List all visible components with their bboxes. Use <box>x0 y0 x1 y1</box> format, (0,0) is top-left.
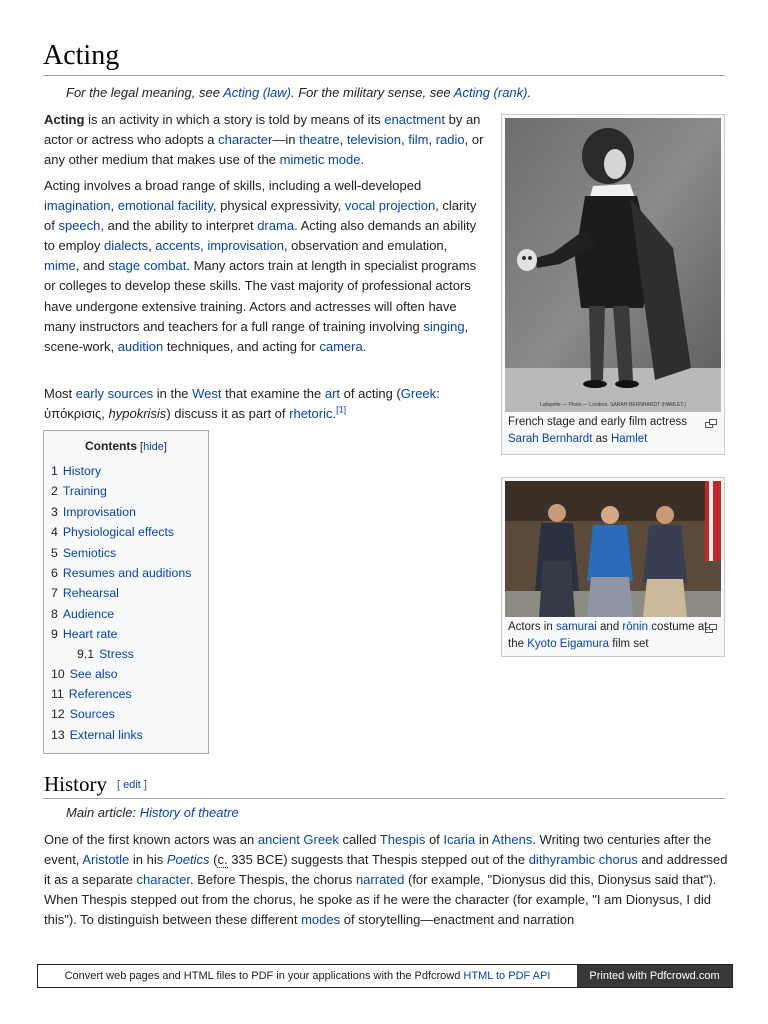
toc-link[interactable]: Audience <box>62 606 115 621</box>
theatre-link[interactable]: theatre <box>299 132 340 148</box>
text: , and <box>75 258 109 274</box>
text: of acting ( <box>340 386 401 401</box>
text: —in <box>272 132 300 148</box>
icaria-link[interactable]: Icaria <box>443 832 476 847</box>
text: , and the ability to interpret <box>100 218 258 234</box>
text: by an actor or actress who adopts a <box>44 112 481 148</box>
toc-link[interactable]: References <box>68 687 132 702</box>
athens-link[interactable]: Athens <box>491 832 533 847</box>
toc-item-external-links[interactable] <box>51 725 201 745</box>
toc-link[interactable]: Improvisation <box>62 504 136 519</box>
imagination-link[interactable]: imagination <box>44 198 111 214</box>
ancient-greek-link[interactable]: ancient Greek <box>257 832 339 847</box>
toc-number: 3 <box>51 504 58 519</box>
speech-link[interactable]: speech <box>58 218 101 234</box>
text: One of the first known actors was an <box>44 832 258 847</box>
text: ] <box>163 441 167 453</box>
toc-number: 13 <box>51 727 65 742</box>
text: , <box>148 238 156 254</box>
history-of-theatre-link[interactable]: History of theatre <box>139 805 239 820</box>
text: French stage and early film actress <box>508 416 687 428</box>
bernhardt-figure <box>501 114 725 455</box>
text: : <box>436 386 440 401</box>
text: is an activity in which a story is told by means of its <box>84 112 385 127</box>
acting-law-link[interactable]: Acting (law) <box>223 85 291 100</box>
toc-number: 11 <box>51 687 64 702</box>
toc-number: 12 <box>51 707 65 722</box>
toc-link[interactable]: Heart rate <box>62 627 118 642</box>
toc-item-see-also[interactable] <box>51 664 201 684</box>
greek-word: ὑπόκρισις <box>44 406 102 422</box>
pdfcrowd-footer <box>37 964 733 988</box>
table-of-contents <box>43 430 209 754</box>
sources-paragraph <box>44 384 486 424</box>
text: , <box>200 238 208 254</box>
aristotle-link[interactable]: Aristotle <box>82 852 130 868</box>
toc-number: 5 <box>51 545 58 560</box>
text: , observation and emulation, <box>283 238 448 254</box>
text: Actors in <box>508 621 556 633</box>
text: ) discuss it as part of <box>166 406 290 422</box>
magnify-icon[interactable] <box>705 622 717 631</box>
accents-link[interactable]: accents <box>155 238 201 254</box>
history-paragraph <box>44 830 728 930</box>
film-link[interactable]: film <box>408 132 429 148</box>
text: , scene-work, <box>44 318 469 354</box>
text: . Before Thespis, the chorus <box>189 872 356 888</box>
text: Most <box>44 386 76 401</box>
toc-link[interactable]: History <box>62 464 102 478</box>
acting-rank-link[interactable]: Acting (rank) <box>453 85 528 100</box>
toc-hide-link[interactable]: hide <box>143 441 164 453</box>
text: 335 BCE) suggests that Thespis stepped out of the <box>227 852 529 868</box>
page-title: Acting <box>43 40 120 71</box>
toc-number: 4 <box>51 525 58 540</box>
stage-combat-link[interactable]: stage combat <box>108 258 187 274</box>
greek-link[interactable]: Greek <box>400 386 437 401</box>
toc-item-sources[interactable] <box>51 704 201 724</box>
circa-abbr: c. <box>217 852 228 868</box>
text: [ <box>137 441 144 453</box>
camera-link[interactable]: camera <box>319 338 363 354</box>
text: . Acting also demands an ability to employ <box>44 218 477 254</box>
toc-link[interactable]: External links <box>69 727 143 742</box>
toc-item-physiological-effects[interactable] <box>51 522 201 542</box>
text: [ <box>117 779 124 791</box>
text: , <box>401 132 409 148</box>
toc-item-improvisation[interactable] <box>51 502 201 522</box>
toc-item-rehearsal[interactable] <box>51 583 201 603</box>
ronin-link[interactable]: rōnin <box>622 621 648 633</box>
text: and <box>596 621 623 633</box>
toc-link[interactable]: Physiological effects <box>62 525 175 540</box>
html-to-pdf-api-link[interactable]: HTML to PDF API <box>463 970 551 982</box>
text: . <box>360 152 365 168</box>
emotional-facility-link[interactable]: emotional facility <box>117 198 213 214</box>
toc-number: 7 <box>51 586 58 601</box>
toc-item-training[interactable] <box>51 481 201 501</box>
text: Convert web pages and HTML files to PDF in your applications with the Pdfcrowd <box>64 970 464 982</box>
enactment-link[interactable]: enactment <box>384 112 445 127</box>
text: as <box>592 433 611 445</box>
toc-item-audience[interactable] <box>51 604 201 624</box>
toc-title: Contents <box>85 439 137 453</box>
text: in the <box>153 386 193 401</box>
bernhardt-caption <box>505 412 721 448</box>
toc-number: 2 <box>51 484 58 499</box>
text: , or any other medium that makes use of the <box>44 132 484 168</box>
west-link[interactable]: West <box>192 386 222 401</box>
hatnote-text: . For the military sense, see <box>290 85 454 100</box>
poetics-link[interactable]: Poetics <box>166 852 210 868</box>
main-article-note <box>66 805 239 821</box>
text: . Many actors train at length in specialist programs or colleges to develop these skills. The vast majority of professional actors have undergone extensive training. Actors and actresses will often have many instructors and teachers for a full range of training involving <box>44 258 477 334</box>
toc-number: 9 <box>51 627 58 642</box>
rhetoric-link[interactable]: rhetoric <box>289 406 333 422</box>
text: in <box>475 832 492 847</box>
kyoto-eigamura-link[interactable]: Kyoto Eigamura <box>527 638 610 650</box>
text: , <box>428 132 436 148</box>
samurai-caption <box>505 617 721 653</box>
toc-item-semiotics[interactable] <box>51 543 201 563</box>
audition-link[interactable]: audition <box>117 338 164 354</box>
character-link[interactable]: character <box>136 872 190 888</box>
text: and addressed it as a separate <box>44 852 728 888</box>
toc-number: 8 <box>51 606 58 621</box>
footer-message <box>38 965 577 987</box>
early-sources-link[interactable]: early sources <box>75 386 154 401</box>
article-subject: Acting <box>44 112 85 127</box>
text: in his <box>129 852 167 868</box>
toc-link[interactable]: Sources <box>69 707 115 722</box>
text: , physical expressivity, <box>212 198 345 214</box>
text: ( <box>209 852 218 868</box>
samurai-photo[interactable] <box>505 481 721 617</box>
toc-list <box>51 461 201 745</box>
history-heading <box>44 772 147 797</box>
text: of storytelling—enactment and narration <box>340 912 575 928</box>
vocal-projection-link[interactable]: vocal projection <box>344 198 436 214</box>
text: that examine the <box>221 386 325 401</box>
text: . Writing two centuries after the event, <box>44 832 712 868</box>
text: called <box>338 832 380 847</box>
text: ] <box>140 779 147 791</box>
narrated-link[interactable]: narrated <box>355 872 405 888</box>
hatnote-text: For the legal meaning, see <box>66 85 224 100</box>
toc-link[interactable]: See also <box>69 666 118 681</box>
samurai-image <box>505 481 721 617</box>
bernhardt-image <box>505 118 721 412</box>
reference-1-link[interactable]: [1] <box>336 404 347 415</box>
text: (for example, "Dionysus did this, Dionysus said that"). When Thespis stepped out from the chorus, he spoke as if he were the character (for example, "I am Dionysus, I did this"). To distinguish between these different <box>44 872 717 928</box>
modes-link[interactable]: modes <box>301 912 341 928</box>
dialects-link[interactable]: dialects <box>103 238 149 254</box>
toc-item-references[interactable] <box>51 684 201 704</box>
toc-number: 1 <box>51 464 58 478</box>
title-divider <box>43 75 725 76</box>
toc-item-stress[interactable] <box>51 645 201 664</box>
toc-number: 10 <box>51 666 65 681</box>
toc-link[interactable]: Stress <box>99 646 134 661</box>
toc-link[interactable]: Semiotics <box>62 545 117 560</box>
hamlet-link[interactable]: Hamlet <box>610 433 648 445</box>
bernhardt-photo[interactable] <box>505 118 721 412</box>
text: film set <box>609 638 649 650</box>
printed-with-badge[interactable]: Printed with Pdfcrowd.com <box>577 965 732 987</box>
art-link[interactable]: art <box>324 386 341 401</box>
drama-link[interactable]: drama <box>257 218 295 234</box>
toc-link[interactable]: Resumes and auditions <box>62 566 192 581</box>
toc-item-heart-rate[interactable] <box>51 624 201 644</box>
toc-item-history[interactable] <box>51 461 201 481</box>
text: Acting involves a broad range of skills, including a well-developed <box>44 178 422 193</box>
samurai-figure <box>501 477 725 657</box>
photo-credit-text: Lafayette — Photo — Londres. SARAH-BERNHARDT (HAMLET.) <box>540 402 686 408</box>
hatnote-text: . <box>527 85 532 100</box>
section-title: History <box>44 772 107 796</box>
dithyrambic-chorus-link[interactable]: dithyrambic chorus <box>528 852 638 868</box>
television-link[interactable]: television <box>346 132 402 148</box>
text: Main article: <box>66 805 140 820</box>
sarah-bernhardt-link[interactable]: Sarah Bernhardt <box>508 433 593 445</box>
text: , <box>110 198 118 214</box>
toc-item-resumes[interactable] <box>51 563 201 583</box>
toc-link[interactable]: Training <box>62 484 107 499</box>
edit-section <box>117 779 147 791</box>
skills-paragraph <box>44 176 486 357</box>
toc-number: 9.1 <box>77 646 95 661</box>
toc-heading <box>51 439 201 453</box>
text: . <box>332 406 337 422</box>
section-divider <box>43 798 725 799</box>
samurai-link[interactable]: samurai <box>555 621 597 633</box>
toc-link[interactable]: Rehearsal <box>62 586 119 601</box>
mime-link[interactable]: mime <box>44 258 76 274</box>
transliteration: hypokrisis <box>108 406 167 422</box>
character-link[interactable]: character <box>218 132 273 148</box>
text: , <box>339 132 347 148</box>
magnify-icon[interactable] <box>705 417 717 426</box>
text: of <box>425 832 444 847</box>
radio-link[interactable]: radio <box>435 132 465 148</box>
intro-paragraph <box>44 110 486 170</box>
mimetic-mode-link[interactable]: mimetic mode <box>279 152 361 168</box>
thespis-link[interactable]: Thespis <box>379 832 426 847</box>
text: , clarity of <box>44 198 477 234</box>
toc-number: 6 <box>51 566 58 581</box>
hatnote <box>66 85 531 101</box>
text: costume at the <box>508 621 708 650</box>
text: . <box>362 338 367 354</box>
text: techniques, and acting for <box>163 338 320 354</box>
improvisation-link[interactable]: improvisation <box>207 238 284 254</box>
text: , <box>101 406 109 422</box>
edit-link[interactable]: edit <box>123 779 141 791</box>
singing-link[interactable]: singing <box>423 318 465 334</box>
